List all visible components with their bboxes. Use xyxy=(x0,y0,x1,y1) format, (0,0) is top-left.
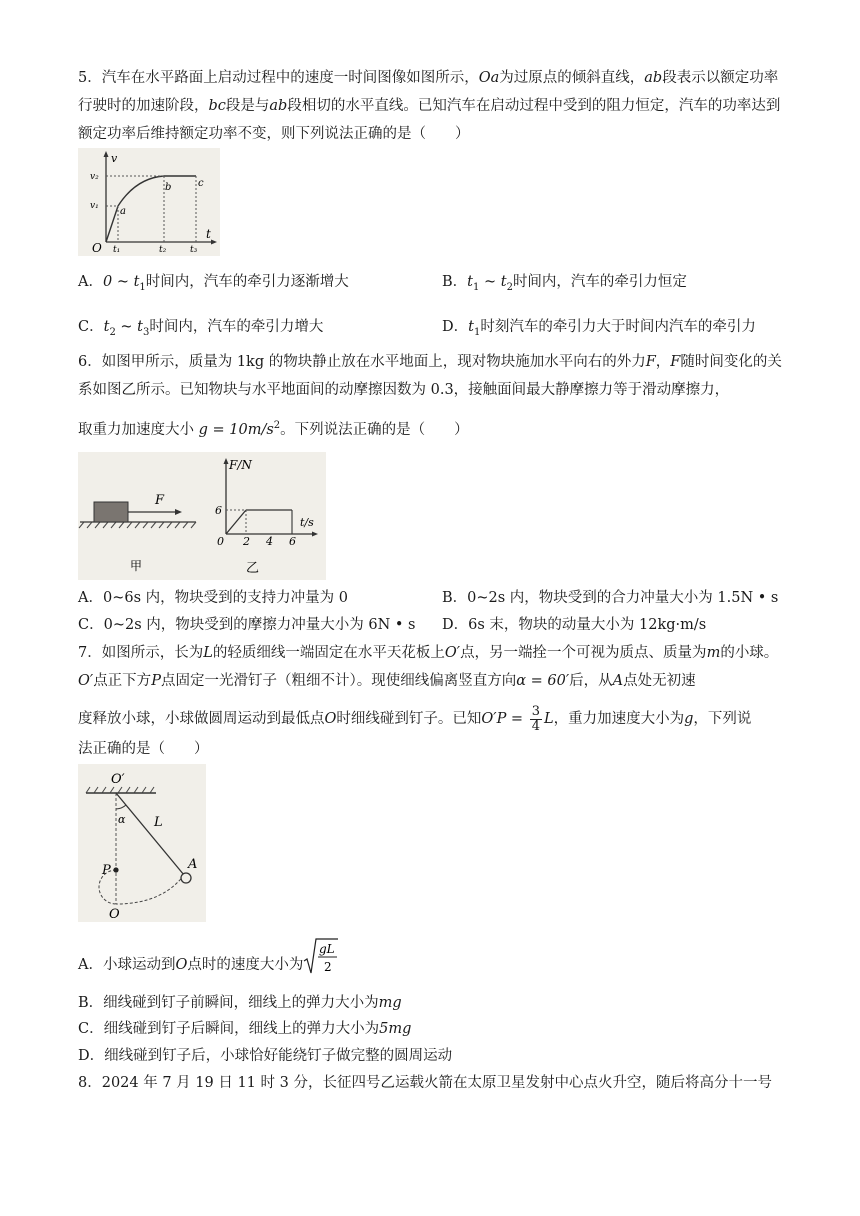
q6-option-d: D．6s 末，物块的动量大小为 12kg·m/s xyxy=(442,617,707,633)
v2-label: v₂ xyxy=(90,172,99,182)
q6-stem: 6．如图甲所示，质量为 1kg 的物块静止放在水平地面上，现对物块施加水平向右的外力F，F随时间变化的关系如图乙所示。已知物块与水平地面间的动摩擦因数为 0.3，接触面间最大静摩擦力等于滑动摩擦力， xyxy=(78,354,782,398)
v-axis-label: v xyxy=(111,152,118,165)
length-label: L xyxy=(154,815,163,830)
svg-text:2: 2 xyxy=(324,960,333,974)
q7-stem-line3: 度释放小球，小球做圆周运动到最低点O时细线碰到钉子。已知O′P = $\frac{3}{4}$ L，重力加速度大小为g，下列说 xyxy=(78,703,752,734)
x-tick-2: 2 xyxy=(243,535,250,548)
q5-vt-graph xyxy=(78,148,220,256)
x-tick-0: 0 xyxy=(217,535,224,548)
t1-label: t₁ xyxy=(113,245,121,255)
q7-option-a: A．小球运动到O点时的速度大小为 gL 2 xyxy=(78,937,339,993)
v1-label: v₁ xyxy=(90,201,99,211)
label-jia: 甲 xyxy=(130,559,143,573)
block xyxy=(94,502,128,522)
q6-figure xyxy=(78,452,326,580)
q7-pendulum-figure xyxy=(78,764,206,922)
q7-option-c: C．细线碰到钉子后瞬间，细线上的弹力大小为5mg xyxy=(78,1021,412,1037)
point-b-label: b xyxy=(165,182,172,193)
nail-p xyxy=(113,867,118,872)
t-axis-label: t xyxy=(206,227,211,241)
point-c-label: c xyxy=(198,178,204,189)
t2-label: t₂ xyxy=(159,245,167,255)
q5-option-a: A．0 ~ $t_1$时间内，汽车的牵引力逐渐增大 xyxy=(78,274,349,293)
point-p-label: P xyxy=(102,863,111,878)
x-tick-6: 6 xyxy=(289,535,296,548)
t-axis-label: t/s xyxy=(300,516,314,529)
y-tick-6: 6 xyxy=(215,504,222,517)
ball xyxy=(181,873,191,883)
origin-label: O xyxy=(92,241,102,255)
force-label: F xyxy=(155,493,165,508)
bottom-point-label: O xyxy=(109,907,120,922)
q8-stem: 8．2024 年 7 月 19 日 11 时 3 分，长征四号乙运载火箭在太原卫星发射中心点火升空，随后将高分十一号 xyxy=(78,1075,772,1091)
label-yi: 乙 xyxy=(246,561,260,576)
q5-option-c: C．$t_2$ ~ $t_3$时间内，汽车的牵引力增大 xyxy=(78,319,324,338)
point-a-label: a xyxy=(120,206,126,217)
q7-option-b: B．细线碰到钉子前瞬间，细线上的弹力大小为mg xyxy=(78,995,402,1011)
top-point-label: O′ xyxy=(111,772,125,787)
fraction-3-4: $\frac{3}{4}$ xyxy=(531,703,540,734)
svg-text:gL: gL xyxy=(319,942,336,956)
q6-option-b: B．0~2s 内，物块受到的合力冲量大小为 1.5N • s xyxy=(442,590,779,606)
q5-stem: 5．汽车在水平路面上启动过程中的速度一时间图像如图所示，Oa为过原点的倾斜直线，ab段表示以额定功率行驶时的加速阶段，bc段是与ab段相切的水平直线。已知汽车在启动过程中受到的阻力恒定，汽车的功率达到额定功率后维持额定功率不变，则下列说法正确的是（ ） xyxy=(78,70,781,142)
f-axis-label: F/N xyxy=(229,458,252,472)
x-tick-4: 4 xyxy=(266,535,273,548)
sqrt-gl-over-2 xyxy=(303,937,339,993)
q5-option-d: D．$t_1$时刻汽车的牵引力大于时间内汽车的牵引力 xyxy=(442,319,756,338)
q5-option-b: B．$t_1$ ~ $t_2$时间内，汽车的牵引力恒定 xyxy=(442,274,687,293)
q7-stem-line4: 法正确的是（ ） xyxy=(78,741,209,757)
q6-stem-line3: 取重力加速度大小 $g = 10m/s^2$。下列说法正确的是（ ） xyxy=(78,420,469,438)
t3-label: t₃ xyxy=(190,245,198,255)
point-a-label: A xyxy=(188,857,198,872)
q7-option-d: D．细线碰到钉子后，小球恰好能绕钉子做完整的圆周运动 xyxy=(78,1048,453,1064)
alpha-label: α xyxy=(118,813,126,826)
q7-stem: 7．如图所示，长为L的轻质细线一端固定在水平天花板上O′点，另一端拴一个可视为质点、质量为m的小球。O′点正下方P点固定一光滑钉子（粗细不计）。现使细线偏离竖直方向α = 60′后，从A点处无初速 xyxy=(78,645,779,689)
q6-option-c: C．0~2s 内，物块受到的摩擦力冲量大小为 6N • s xyxy=(78,617,416,633)
q6-option-a: A．0~6s 内，物块受到的支持力冲量为 0 xyxy=(78,590,348,606)
